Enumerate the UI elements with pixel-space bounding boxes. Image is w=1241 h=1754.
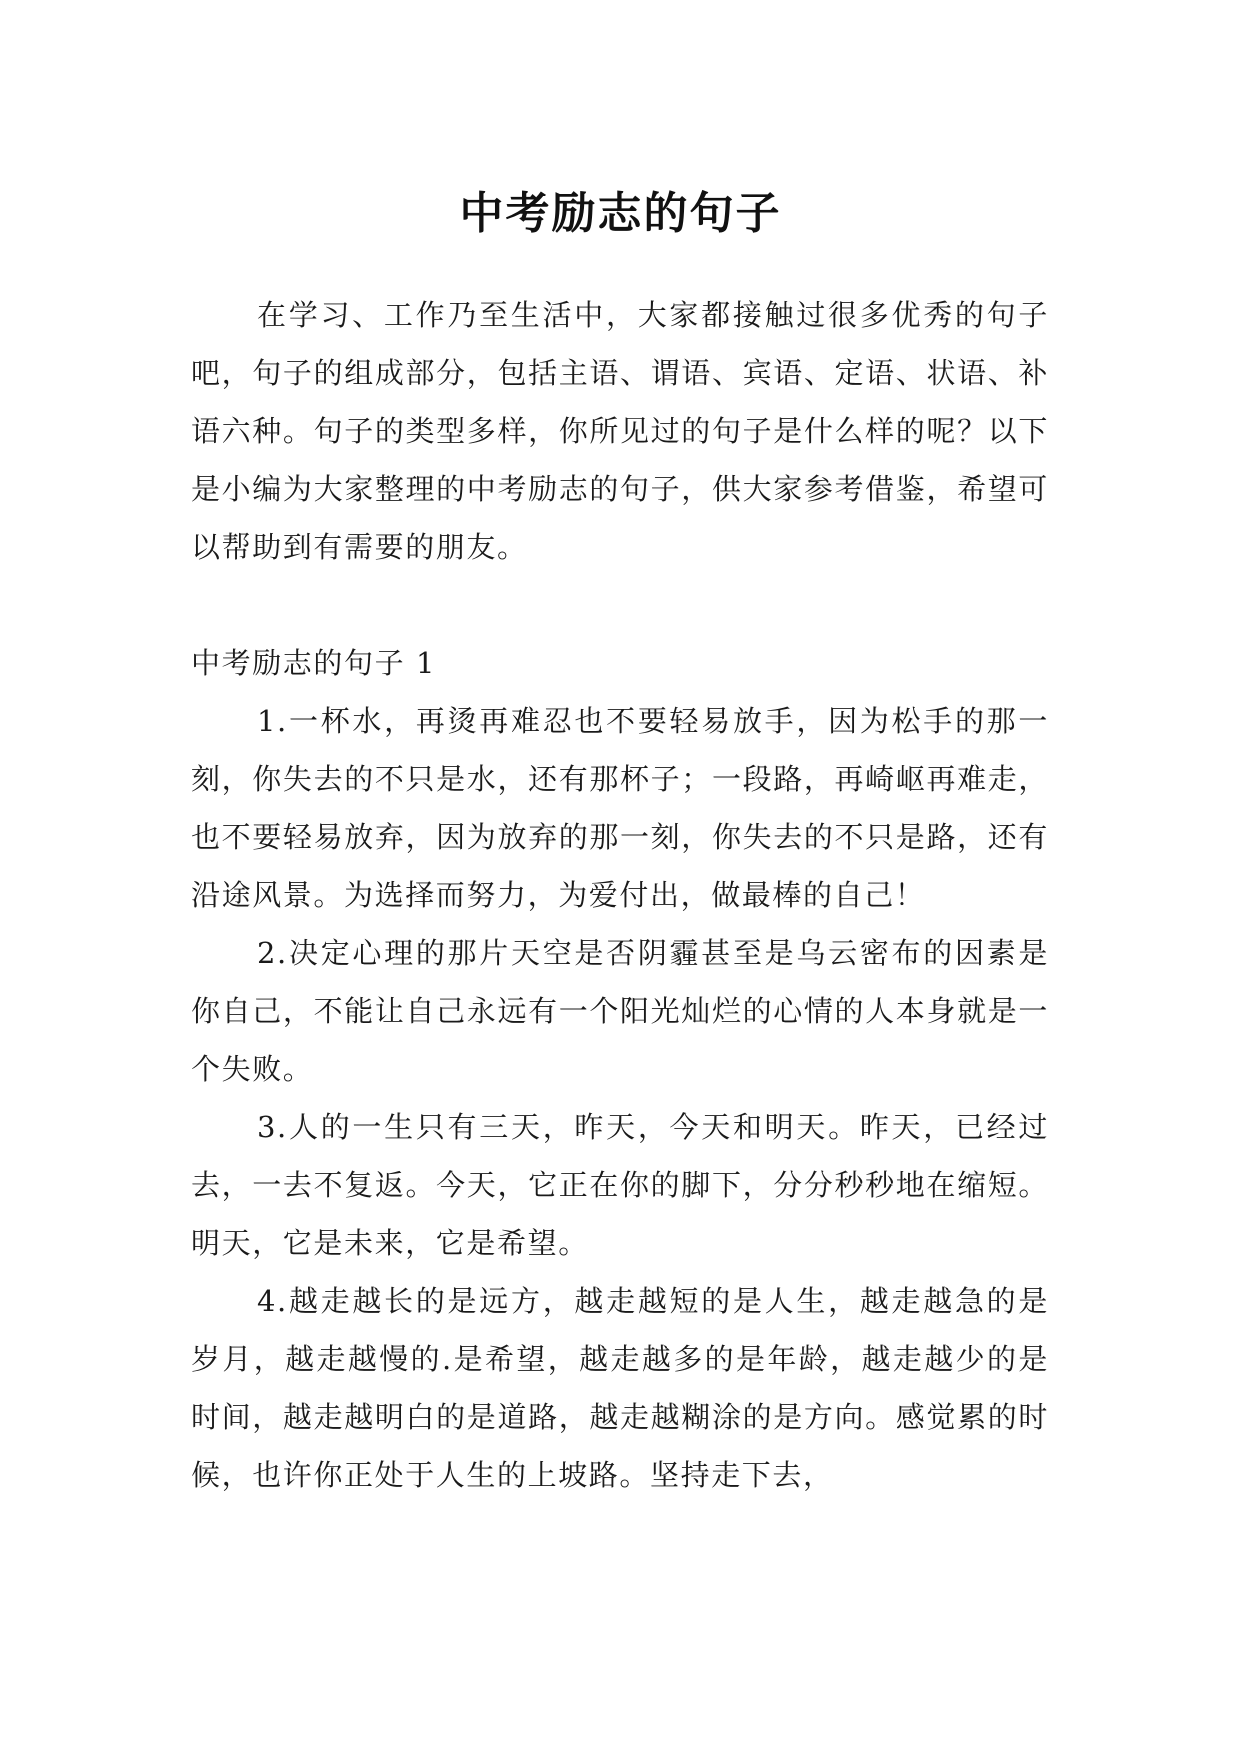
section-heading: 中考励志的句子 1	[191, 646, 437, 680]
list-item: 2.决定心理的那片天空是否阴霾甚至是乌云密布的因素是你自己，不能让自己永远有一个阳光灿烂的心情的人本身就是一个失败。	[191, 936, 1049, 1086]
sentence-list	[191, 692, 1049, 1504]
list-item: 3.人的一生只有三天，昨天，今天和明天。昨天，已经过去，一去不复返。今天，它正在你的脚下，分分秒秒地在缩短。明天，它是未来，它是希望。	[191, 1110, 1049, 1260]
document-title: 中考励志的句子	[459, 188, 782, 240]
intro-paragraph: 在学习、工作乃至生活中，大家都接触过很多优秀的句子吧，句子的组成部分，包括主语、谓语、宾语、定语、状语、补语六种。句子的类型多样，你所见过的句子是什么样的呢？以下是小编为大家整理的中考励志的句子，供大家参考借鉴，希望可以帮助到有需要的朋友。	[191, 298, 1049, 564]
list-item: 1.一杯水，再烫再难忍也不要轻易放手，因为松手的那一刻，你失去的不只是水，还有那杯子；一段路，再崎岖再难走，也不要轻易放弃，因为放弃的那一刻，你失去的不只是路，还有沿途风景。为选择而努力，为爱付出，做最棒的自己！	[191, 704, 1049, 912]
list-item: 4.越走越长的是远方，越走越短的是人生，越走越急的是岁月，越走越慢的.是希望，越走越多的是年龄，越走越少的是时间，越走越明白的是道路，越走越糊涂的是方向。感觉累的时候，也许你正处于人生的上坡路。坚持走下去，	[191, 1284, 1049, 1492]
